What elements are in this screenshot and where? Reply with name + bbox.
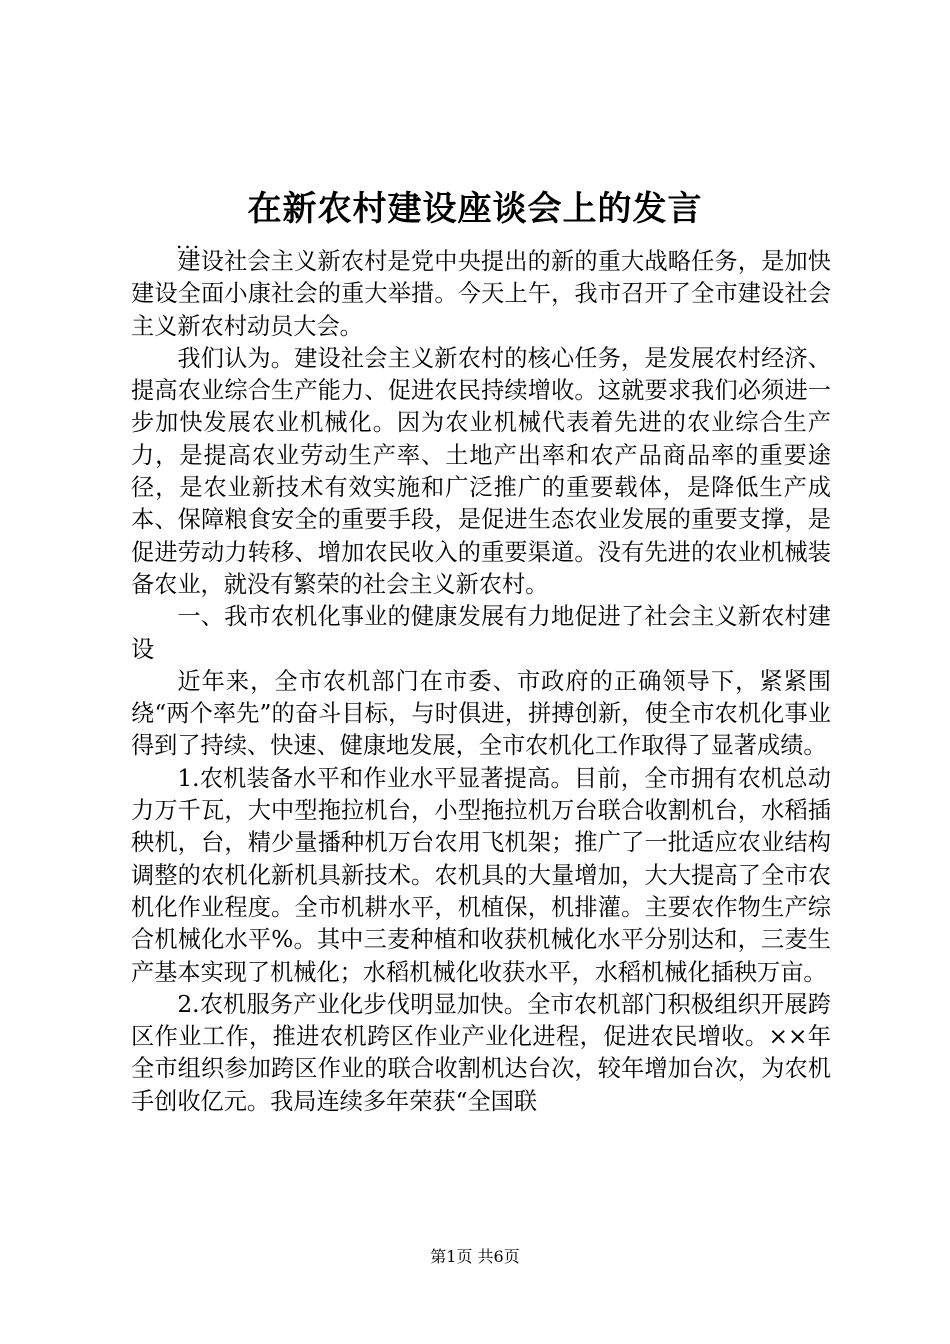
paragraph: 我们认为。建设社会主义新农村的核心任务，是发展农村经济、提高农业综合生产能力、促进农民持续增收。这就要求我们必须进一步加快发展农业机械化。因为农业机械代表着先进的农业综合生产力，是提高农业劳动生产率、土地产出率和农产品商品率的重要途径，是农业新技术有效实施和广泛推广的重要载体，是降低生产成本、保障粮食安全的重要手段，是促进生态农业发展的重要支撑，是促进劳动力转移、增加农民收入的重要渠道。没有先进的农业机械装备农业，就没有繁荣的社会主义新农村。	[131, 344, 831, 598]
section-heading: 一、我市农机化事业的健康发展有力地促进了社会主义新农村建设	[131, 603, 831, 663]
paragraph: 近年来，全市农机部门在市委、市政府的正确领导下，紧紧围绕“两个率先”的奋斗目标，与时俱进，拼搏创新，使全市农机化事业得到了持续、快速、健康地发展，全市农机化工作取得了显著成绩。	[131, 667, 831, 760]
paragraph: 2.农机服务产业化步伐明显加快。全市农机部门积极组织开展跨区作业工作，推进农机跨区作业产业化进程，促进农民增收。××年全市组织参加跨区作业的联合收割机达台次，较年增加台次，为农机手创收亿元。我局连续多年荣获“全国联	[131, 990, 831, 1115]
page-footer: 第1页 共6页	[430, 1247, 520, 1266]
paragraph: 建设社会主义新农村是党中央提出的新的重大战略任务，是加快建设全面小康社会的重大举措。今天上午，我市召开了全市建设社会主义新农村动员大会。	[131, 248, 831, 340]
paragraph: 1.农机装备水平和作业水平显著提高。目前，全市拥有农机总动力万千瓦，大中型拖拉机台，小型拖拉机万台联合收割机台，水稻插秧机，台，精少量播种机万台农用飞机架；推广了一批适应农业结构调整的农机化新机具新技术。农机具的大量增加，大大提高了全市农机化作业程度。全市机耕水平，机植保，机排灌。主要农作物生产综合机械化水平%。其中三麦种植和收获机械化水平分别达和，三麦生产基本实现了机械化；水稻机械化收获水平，水稻机械化插秧万亩。	[131, 764, 831, 986]
document-title: 在新农村建设座谈会上的发言	[247, 189, 703, 229]
ellipsis-mark: ...	[176, 229, 202, 253]
document-body	[131, 246, 831, 1118]
